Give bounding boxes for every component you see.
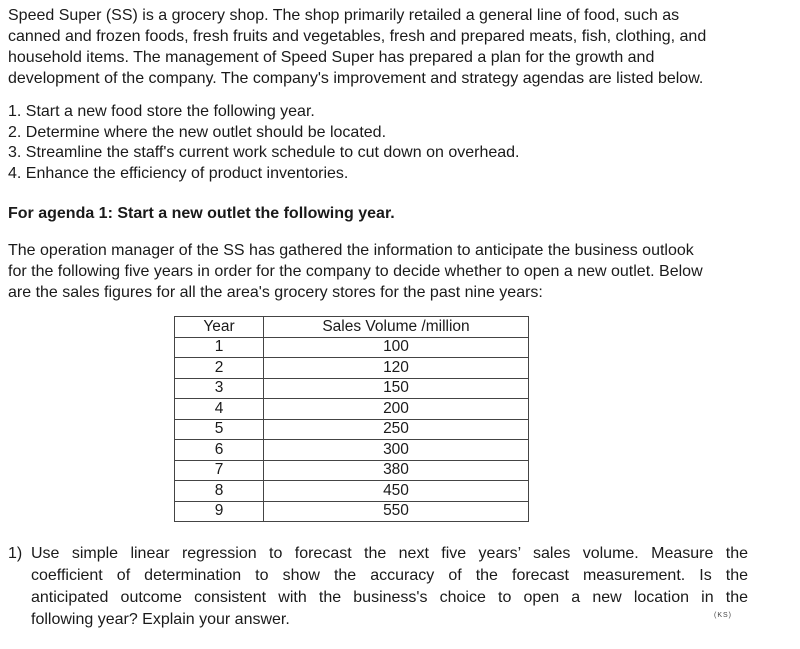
agenda-item: 4. Enhance the efficiency of product inventories. [8, 164, 349, 182]
agenda-list [8, 102, 519, 184]
question-line: anticipated outcome consistent with the business's choice to open a new location in the [31, 589, 748, 606]
table-row [175, 358, 529, 379]
sales-cell: 120 [264, 358, 529, 379]
agenda-item: 1. Start a new food store the following year. [8, 103, 315, 120]
sales-header: Sales Volume /million [264, 317, 529, 338]
intro-paragraph [8, 5, 748, 89]
year-cell: 4 [175, 399, 264, 420]
question-line: coefficient of determination to show the accuracy of the forecast measurement. Is the [31, 567, 748, 584]
question-line: Use simple linear regression to forecast the next five years’ sales volume. Measure the [31, 545, 748, 562]
intro-line: Speed Super (SS) is a grocery shop. The shop primarily retailed a general line of food, such as [8, 7, 680, 24]
operation-line: The operation manager of the SS has gathered the information to anticipate the business outlook [8, 242, 694, 259]
year-cell: 8 [175, 481, 264, 502]
table-row [175, 481, 529, 502]
sales-cell: 250 [264, 419, 529, 440]
intro-line: canned and frozen foods, fresh fruits and vegetables, fresh and prepared meats, fish, clothing, and [8, 28, 707, 45]
year-cell: 9 [175, 501, 264, 522]
sales-table [174, 316, 529, 522]
sales-cell: 450 [264, 481, 529, 502]
table-row [175, 378, 529, 399]
intro-line: development of the company. The company's improvement and strategy agendas are listed below. [8, 70, 704, 87]
table-row [175, 501, 529, 522]
sales-cell: 100 [264, 337, 529, 358]
table-row [175, 337, 529, 358]
table-header-row [175, 317, 529, 338]
table-row [175, 399, 529, 420]
agenda-item: 3. Streamline the staff's current work schedule to cut down on overhead. [8, 144, 520, 161]
sales-cell: 200 [264, 399, 529, 420]
question-block [8, 543, 748, 631]
agenda-heading: For agenda 1: Start a new outlet the following year. [8, 205, 395, 222]
sales-cell: 550 [264, 501, 529, 522]
year-cell: 5 [175, 419, 264, 440]
year-cell: 6 [175, 440, 264, 461]
agenda-item: 2. Determine where the new outlet should be located. [8, 123, 387, 141]
intro-line: household items. The management of Speed Super has prepared a plan for the growth and [8, 49, 655, 66]
table-row [175, 440, 529, 461]
table-row [175, 419, 529, 440]
year-cell: 3 [175, 378, 264, 399]
question-number: 1) [8, 545, 23, 562]
operation-line: for the following five years in order for the company to decide whether to open a new outlet. Below [8, 263, 703, 280]
operation-paragraph [8, 240, 748, 303]
year-cell: 7 [175, 460, 264, 481]
sales-cell: 380 [264, 460, 529, 481]
marks-fragment: (KS) [714, 612, 732, 619]
question-text [31, 543, 748, 631]
table-row [175, 460, 529, 481]
sales-cell: 300 [264, 440, 529, 461]
year-header: Year [175, 317, 264, 338]
question-line: following year? Explain your answer. [31, 611, 290, 628]
operation-line: are the sales figures for all the area's grocery stores for the past nine years: [8, 284, 543, 301]
sales-cell: 150 [264, 378, 529, 399]
year-cell: 2 [175, 358, 264, 379]
year-cell: 1 [175, 337, 264, 358]
